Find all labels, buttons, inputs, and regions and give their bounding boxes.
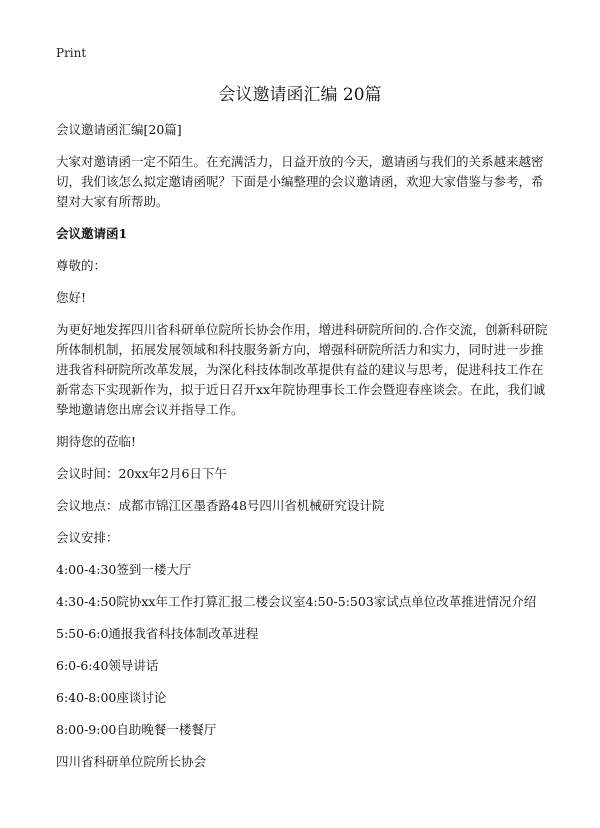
body-paragraph: 为更好地发挥四川省科研单位院所长协会作用，增进科研院所间的.合作交流，创新科研院所体制机制，拓展发展领域和科技服务新方向，增强科研院所活力和实力，同时进一步推进我省科研院所改革发展，为深化科技体制改革提供有益的建议与思考，促进科技工作在新常态下实现新作为，拟于近日召开xx年院协理事长工作会暨迎春座谈会。在此，我们诚挚地邀请您出席会议并指导工作。 — [56, 322, 548, 417]
greeting: 您好! — [56, 290, 87, 305]
agenda-label: 会议安排： — [56, 530, 119, 545]
intro-paragraph: 大家对邀请函一定不陌生。在充满活力，日益开放的今天，邀请函与我们的关系越来越密切，我们该怎么拟定邀请函呢？下面是小编整理的会议邀请函，欢迎大家借鉴与参考，希望对大家有所帮助。 — [56, 154, 544, 209]
meeting-place: 会议地点：成都市锦江区墨香路48号四川省机械研究设计院 — [56, 498, 385, 513]
print-label: Print — [56, 46, 87, 60]
meeting-time: 会议时间：20xx年2月6日下午 — [56, 466, 227, 481]
agenda-item: 6:40-8:00座谈讨论 — [56, 690, 167, 705]
salutation: 尊敬的： — [56, 258, 107, 273]
subtitle: 会议邀请函汇编[20篇] — [56, 122, 182, 137]
agenda-item: 5:50-6:0通报我省科技体制改革进程 — [56, 626, 259, 641]
agenda-item: 4:00-4:30签到一楼大厅 — [56, 562, 192, 577]
signature: 四川省科研单位院所长协会 — [56, 754, 207, 769]
agenda-item: 8:00-9:00自助晚餐一楼餐厅 — [56, 722, 217, 737]
page-title: 会议邀请函汇编 20篇 — [218, 85, 382, 105]
closing: 期待您的莅临! — [56, 434, 137, 449]
section-heading: 会议邀请函1 — [56, 226, 128, 241]
agenda-item: 4:30-4:50院协xx年工作打算汇报二楼会议室4:50-5:503家试点单位改革推进情况介绍 — [56, 594, 537, 609]
agenda-item: 6:0-6:40领导讲话 — [56, 658, 159, 673]
document-body — [56, 120, 548, 772]
